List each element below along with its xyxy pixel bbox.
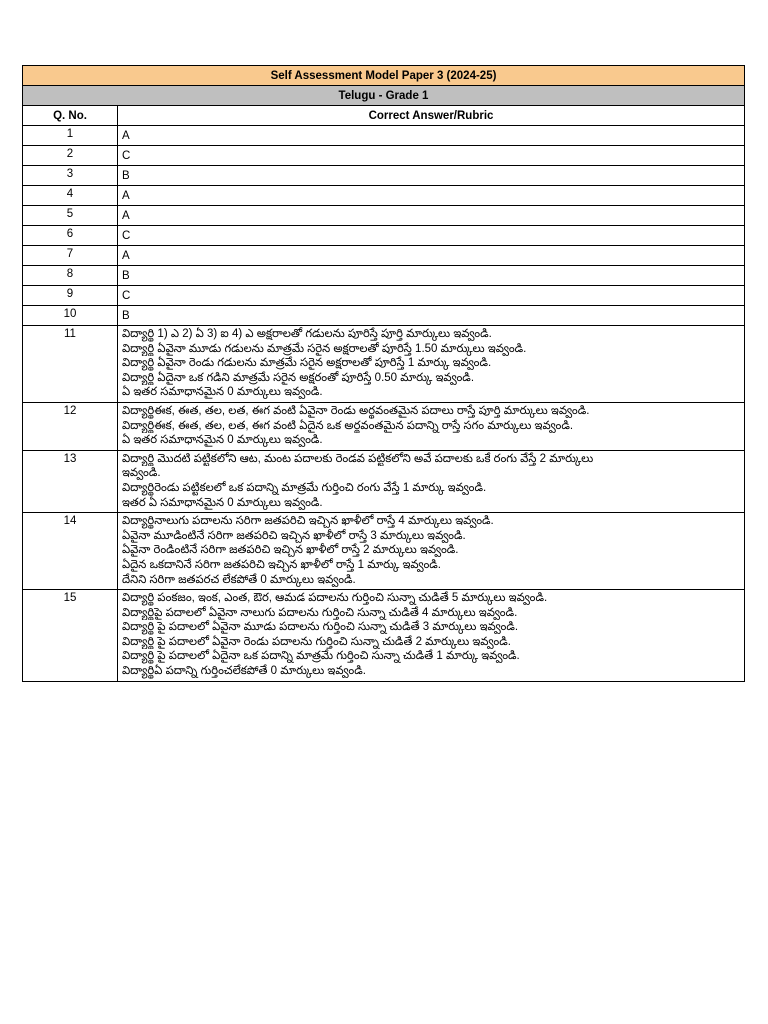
rubric-line: విద్యార్థి ఏవైనా మూడు గడులను మాత్రమే సరైన అక్షరాలతో పూరిస్తే 1.50 మార్కులు ఇవ్వండి. (122, 342, 527, 355)
table-row (23, 186, 745, 206)
question-number: 4 (23, 186, 118, 206)
answer-key-sheet (22, 65, 745, 682)
subtitle-row (23, 86, 745, 106)
rubric-line: దేనిని సరిగా జతపరచ లేకపోతే 0 మార్కులు ఇవ్వండి. (122, 573, 356, 586)
question-number: 15 (23, 590, 118, 682)
column-header-row (23, 106, 745, 126)
rubric-line: విద్యార్థి పై పదాలలో ఏదైనా ఒక పదాన్ని మాత్రమే గుర్తించి సున్నా చుడితే 1 మార్కు ఇవ్వండి. (122, 650, 520, 663)
rubric-cell (118, 513, 745, 590)
rubric-line: విద్యార్థినాలుగు పదాలను సరిగా జతపరిచి ఇచ్చిన ఖాళీలో రాస్తే 4 మార్కులు ఇవ్వండి. (122, 515, 494, 528)
question-number: 12 (23, 402, 118, 450)
rubric-line: విద్యార్థి మొదటి పట్టికలోని ఆట, మంట పదాలకు రెండవ పట్టికలోని అవే పదాలకు ఒకే రంగు వేస్తే 2 మార్కులు (122, 452, 594, 465)
rubric-cell (118, 326, 745, 403)
question-number: 3 (23, 166, 118, 186)
table-row (23, 306, 745, 326)
table-row (23, 126, 745, 146)
rubric-cell (118, 450, 745, 512)
table-row (23, 266, 745, 286)
question-number: 5 (23, 206, 118, 226)
paper-subtitle: Telugu - Grade 1 (23, 86, 745, 106)
question-number: 14 (23, 513, 118, 590)
question-number: 10 (23, 306, 118, 326)
table-row (23, 206, 745, 226)
rubric-line: ఏదైన ఒకదానినే సరిగా జతపరిచి ఇచ్చిన ఖాళీలో రాస్తే 1 మార్కు ఇవ్వండి. (122, 558, 441, 571)
question-number: 2 (23, 146, 118, 166)
correct-answer: C (118, 286, 745, 306)
paper-title: Self Assessment Model Paper 3 (2024-25) (23, 66, 745, 86)
question-number: 9 (23, 286, 118, 306)
correct-answer: C (118, 226, 745, 246)
correct-answer: A (118, 126, 745, 146)
correct-answer: C (118, 146, 745, 166)
question-number: 7 (23, 246, 118, 266)
table-row (23, 513, 745, 590)
question-number: 1 (23, 126, 118, 146)
table-row (23, 590, 745, 682)
correct-answer: B (118, 166, 745, 186)
rubric-line: విద్యార్థిఏ పదాన్ని గుర్తించలేకపోతే 0 మార్కులు ఇవ్వండి. (122, 665, 366, 678)
rubric-line: ఏవైనా రెండింటినే సరిగా జతపరిచి ఇచ్చిన ఖాళీలో రాస్తే 2 మార్కులు ఇవ్వండి. (122, 544, 459, 557)
rubric-line: విద్యార్థిఈక, ఈత, తల, లత, ఈగ వంటి ఏవైనా రెండు అర్థవంతమైన పదాలు రాస్తే పూర్తి మార్కులు ఇవ్వండి. (122, 404, 590, 417)
correct-answer: A (118, 206, 745, 226)
answer-key-table (22, 65, 745, 682)
table-row (23, 286, 745, 306)
correct-answer: A (118, 186, 745, 206)
table-row (23, 146, 745, 166)
rubric-line: ఏవైనా మూడింటినే సరిగా జతపరిచి ఇచ్చిన ఖాళీలో రాస్తే 3 మార్కులు ఇవ్వండి. (122, 529, 466, 542)
table-row (23, 326, 745, 403)
rubric-line: విద్యార్థిరెండు పట్టికలలో ఒక పదాన్ని మాత్రమే గుర్తించి రంగు వేస్తే 1 మార్కు ఇవ్వండి. (122, 481, 487, 494)
table-row (23, 166, 745, 186)
rubric-cell (118, 402, 745, 450)
rubric-line: ఇవ్వండి. (122, 467, 161, 480)
rubric-line: విద్యార్థి పై పదాలలో ఏవైనా రెండు పదాలను గుర్తించి సున్నా చుడితే 2 మార్కులు ఇవ్వండి. (122, 635, 511, 648)
column-header-answer: Correct Answer/Rubric (118, 106, 745, 126)
table-row (23, 450, 745, 512)
correct-answer: A (118, 246, 745, 266)
rubric-line: విద్యార్థి పంకజం, ఇంక, ఎంత, ఔర, ఆమడ పదాలను గుర్తించి సున్నా చుడితే 5 మార్కులు ఇవ్వండి. (122, 592, 548, 605)
title-row (23, 66, 745, 86)
question-number: 11 (23, 326, 118, 403)
rubric-line: ఇతర ఏ సమాధానమైన 0 మార్కులు ఇవ్వండి. (122, 496, 323, 509)
correct-answer: B (118, 266, 745, 286)
column-header-qno: Q. No. (23, 106, 118, 126)
table-row (23, 246, 745, 266)
rubric-line: విద్యార్థి పై పదాలలో ఏవైనా మూడు పదాలను గుర్తించి సున్నా చుడితే 3 మార్కులు ఇవ్వండి. (122, 621, 519, 634)
correct-answer: B (118, 306, 745, 326)
table-body (23, 126, 745, 682)
question-number: 6 (23, 226, 118, 246)
rubric-line: విద్యార్థిఈక, ఈత, తల, లత, ఈగ వంటి ఏదైన ఒక అర్థవంతమైన పదాన్ని రాస్తే సగం మార్కులు ఇవ్వండి. (122, 419, 574, 432)
rubric-line: విద్యార్థిపై పదాలలో ఏవైనా నాలుగు పదాలను గుర్తించి సున్నా చుడితే 4 మార్కులు ఇవ్వండి. (122, 606, 518, 619)
rubric-line: విద్యార్థి 1) ఎ 2) ఏ 3) ఐ 4) ఎ అక్షరాలతో గడులను పూరిస్తే పూర్తి మార్కులు ఇవ్వండి. (122, 328, 492, 340)
rubric-line: విద్యార్థి ఏదైనా ఒక గడిని మాత్రమే సరైన అక్షరంతో పూరిస్తే 0.50 మార్కు ఇవ్వండి. (122, 371, 475, 384)
table-row (23, 226, 745, 246)
table-row (23, 402, 745, 450)
question-number: 8 (23, 266, 118, 286)
question-number: 13 (23, 450, 118, 512)
rubric-line: ఏ ఇతర సమాధానమైన 0 మార్కులు ఇవ్వండి. (122, 434, 323, 447)
rubric-line: ఏ ఇతర సమాధానమైన 0 మార్కులు ఇవ్వండి. (122, 386, 323, 399)
rubric-cell (118, 590, 745, 682)
rubric-line: విద్యార్థి ఏవైనా రెండు గడులను మాత్రమే సరైన అక్షరాలతో పూరిస్తే 1 మార్కు ఇవ్వండి. (122, 357, 492, 370)
